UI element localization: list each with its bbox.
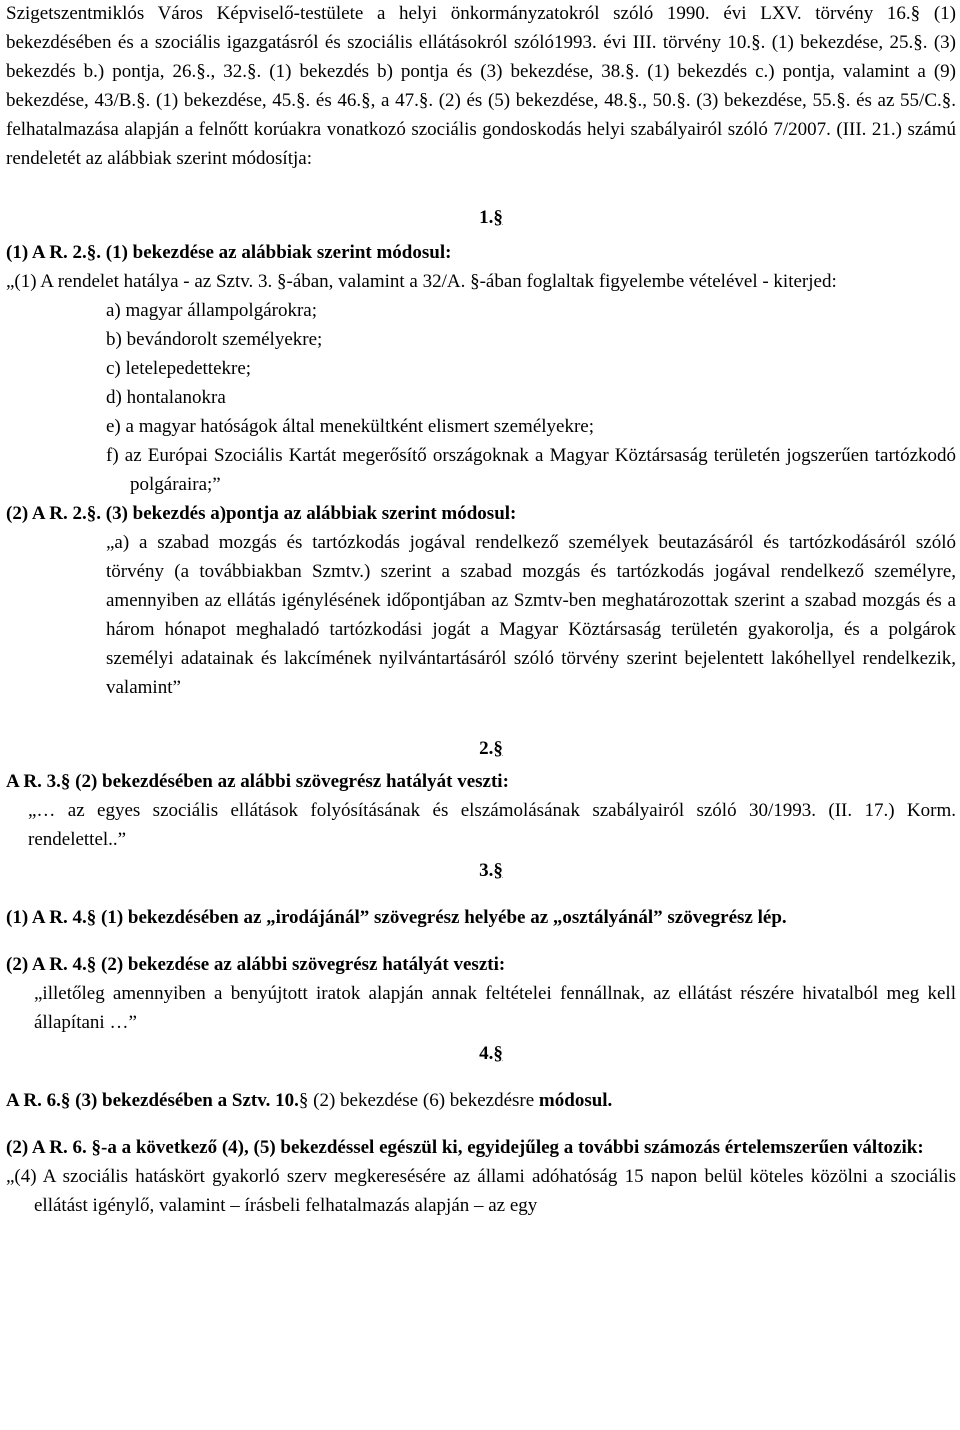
list-item: d) hontalanokra bbox=[106, 387, 226, 408]
section-2-number: 2. bbox=[479, 738, 494, 759]
s4-p1 bbox=[6, 1086, 956, 1115]
section-1-heading bbox=[6, 203, 956, 232]
s1-scope-list bbox=[6, 296, 956, 499]
s3-p2-text: „illetőleg amennyiben a benyújtott iratok alapján annak feltételei fennállnak, az ellátást részére hivatalból meg kell állapítani …” bbox=[34, 983, 956, 1033]
list-item: f) az Európai Szociális Kartát megerősítő országoknak a Magyar Köztársaság területén jogszerűen tartózkodó polgáraira;” bbox=[106, 445, 956, 495]
section-2-heading bbox=[6, 734, 956, 763]
section-4-sign: § bbox=[493, 1043, 503, 1064]
list-item: e) a magyar hatóságok által menekültként elismert személyekre; bbox=[106, 416, 594, 437]
s4-p1-bold-end: módosul. bbox=[538, 1090, 613, 1111]
list-item: c) letelepedettekre; bbox=[106, 358, 252, 379]
s2-text: „… az egyes szociális ellátások folyósításának és elszámolásának szabályairól szóló 30/1993. (II. 17.) Korm. rendelettel..” bbox=[28, 800, 956, 850]
list-item: b) bevándorolt személyekre; bbox=[106, 329, 323, 350]
s1-p2-text: „a) a szabad mozgás és tartózkodás jogával rendelkező személyek beutazásáról és tartózkodásáról szóló törvény (a továbbiakban Szmtv.) szerint a szabad mozgás és tartózkodás jogával rendelkező személyre, amennyiben az ellátás igénylésének időpontjában az Szmtv-ben meghatározottak szerint a szabad mozgás és a három hónapot meghaladó tartózkodási jogát a Magyar Köztársaság területén gyakorolja, és a polgárok személyi adatainak és lakcímének nyilvántartásáról szóló törvény szerint bejelentett lakóhellyel rendelkezik, valamint” bbox=[106, 532, 956, 698]
s3-p1: (1) A R. 4.§ (1) bekezdésében az „irodájánál” szövegrész helyébe az „osztályánál” szövegrész lép. bbox=[6, 907, 787, 928]
section-3-sign: § bbox=[493, 860, 503, 881]
section-4-number: 4. bbox=[479, 1043, 494, 1064]
s4-p1-bold-start: A R. 6.§ (3) bekezdésében a Sztv. 10. bbox=[6, 1090, 299, 1111]
s1-p1-text: „(1) A rendelet hatálya - az Sztv. 3. §-ában, valamint a 32/A. §-ában foglaltak figyelembe vételével - kiterjed: bbox=[6, 271, 837, 292]
s4-p1-middle: § (2) bekezdése (6) bekezdésre bbox=[298, 1090, 539, 1111]
section-4-heading bbox=[6, 1039, 956, 1068]
s1-p2-heading: (2) A R. 2.§. (3) bekezdés a)pontja az alábbiak szerint módosul: bbox=[6, 503, 517, 524]
section-3-heading bbox=[6, 856, 956, 885]
list-item: a) magyar állampolgárokra; bbox=[106, 300, 318, 321]
section-1-number: 1. bbox=[479, 207, 494, 228]
s4-p2-heading: (2) A R. 6. §-a a következő (4), (5) bekezdéssel egészül ki, egyidejűleg a további számozás értelemszerűen változik: bbox=[6, 1137, 924, 1158]
s4-p2-text: „(4) A szociális hatáskört gyakorló szerv megkeresésére az állami adóhatóság 15 napon belül köteles közölni a szociális ellátást igénylő, valamint – írásbeli felhatalmazás alapján – az egy bbox=[6, 1166, 956, 1216]
section-3-number: 3. bbox=[479, 860, 494, 881]
document-page bbox=[6, 0, 956, 1220]
s3-p2-heading: (2) A R. 4.§ (2) bekezdése az alábbi szövegrész hatályát veszti: bbox=[6, 954, 506, 975]
s2-heading: A R. 3.§ (2) bekezdésében az alábbi szövegrész hatályát veszti: bbox=[6, 771, 509, 792]
section-2-sign: § bbox=[493, 738, 503, 759]
section-1-sign: § bbox=[493, 207, 503, 228]
preamble-paragraph: Szigetszentmiklós Város Képviselő-testülete a helyi önkormányzatokról szóló 1990. évi LXV. törvény 16.§ (1) bekezdésében és a szociális igazgatásról és szociális ellátásokról szóló1993. évi III. törvény 10.§. (1) bekezdése, 25.§. (3) bekezdés b.) pontja, 26.§., 32.§. (1) bekezdés b) pontja és (3) bekezdése, 38.§. (1) bekezdés c.) pontja, valamint a (9) bekezdése, 43/B.§. (1) bekezdése, 45.§. és 46.§, a 47.§. (2) és (5) bekezdése, 48.§., 50.§. (3) bekezdése, 55.§. és az 55/C.§. felhatalmazása alapján a felnőtt korúakra vonatkozó szociális gondoskodás helyi szabályairól szóló 7/2007. (III. 21.) számú rendeletét az alábbiak szerint módosítja: bbox=[6, 3, 956, 169]
s1-p1-heading: (1) A R. 2.§. (1) bekezdése az alábbiak szerint módosul: bbox=[6, 242, 452, 263]
